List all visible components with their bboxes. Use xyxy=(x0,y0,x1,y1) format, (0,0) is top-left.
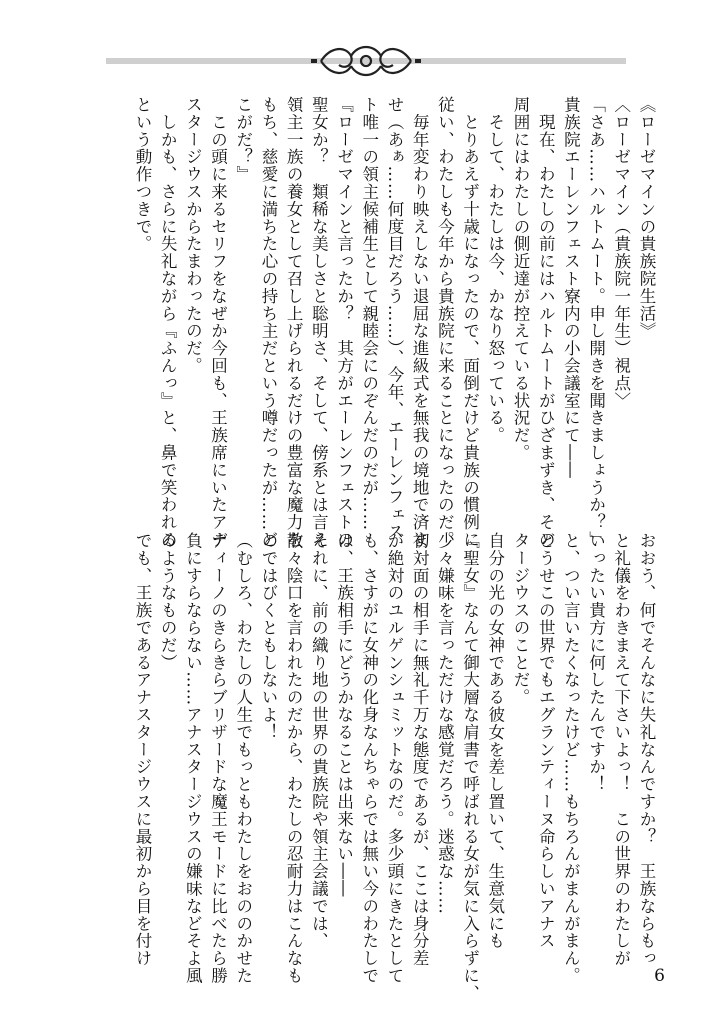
text-line: せ（あぁ……何度目だろう……）、今年、エーレンフェス xyxy=(384,96,404,541)
text-line: もち、慈愛に満ちた心の持ち主だという噂だったが……ど xyxy=(258,96,278,549)
text-line: タージウスのことだ。 xyxy=(510,532,530,706)
text-line: 散々陰口を言われたのだから、わたしの忍耐力はこんなも xyxy=(284,532,304,985)
text-line: 現在、わたしの前にはハルトムートがひざまずき、その xyxy=(536,96,556,549)
text-line: とりあえず十歳になったので、面倒だけど貴族の慣例に xyxy=(460,96,480,549)
text-line: 貴族院エーレンフェスト寮内の小会議室にて―― xyxy=(561,96,581,479)
text-line: 『聖女』なんて御大層な肩書で呼ばれる女が気に入らずに、 xyxy=(460,532,480,1002)
text-line: この頭に来るセリフをなぜか今回も、王族席にいたアナ xyxy=(208,96,228,549)
text-line: ト唯一の領主候補生として親睦会にのぞんだのだが…… xyxy=(359,96,379,531)
text-line: 周囲にはわたしの側近達が控えている状況だ。 xyxy=(510,96,530,462)
text-line: のようなものだ） xyxy=(158,532,178,672)
text-line: 聖女か？ 類稀な美しさと聡明さ、そして、傍系とは言え xyxy=(309,96,329,549)
text-line: 領主一族の養女として召し上げられるだけの豊富な魔力を xyxy=(284,96,304,549)
text-line: おおう、何でそんなに失礼なんですか？ 王族ならもっ xyxy=(637,532,656,967)
text-line: スタージウスからたまわったのだ。 xyxy=(183,96,203,375)
text-line: いったい貴方に何したんですか！ xyxy=(586,532,606,793)
chapter-title: 《ローゼマインの貴族院生活》 xyxy=(637,96,656,340)
text-line: どうせこの世界でもエグランティーヌ命らしいアナス xyxy=(536,532,556,950)
text-line: こがだ？』 xyxy=(233,96,253,183)
text-line: ディーノのきらきらブリザードな魔王モードに比べたら勝 xyxy=(208,532,228,985)
text-line: 『ローゼマインと言ったか？ 其方がエーレンフェストの xyxy=(334,96,354,549)
text-line: しかも、さらに失礼ながら『ふんっ』と、鼻で笑われる xyxy=(158,96,178,549)
chapter-subtitle: 〈ローゼマイン（貴族院一年生）視点〉 xyxy=(611,96,631,410)
text-line: 毎年変わり映えしない退屈な進級式を無我の境地で済ま xyxy=(410,96,430,549)
text-line: 「さあ……ハルトムート。申し開きを聞きましょうか？」 xyxy=(586,96,606,549)
header-ornament xyxy=(106,38,626,82)
text-line: そして、わたしは今、かなり怒っている。 xyxy=(485,96,505,444)
text-line: 自分の光の女神である彼女を差し置いて、生意気にも xyxy=(485,532,505,950)
page-number: 6 xyxy=(654,966,665,986)
text-line: は、王族相手にどうかなることは出来ない―― xyxy=(334,532,354,898)
text-line: が絶対のユルゲンシュミットなのだ。多少頭にきたとして xyxy=(384,532,404,985)
text-line: 負にすらならない……アナスタージウスの嫌味などそよ風 xyxy=(183,532,203,985)
text-line: それに、前の織り地の世界の貴族院や領主会議では、 xyxy=(309,532,329,950)
text-line: も、さすがに女神の化身なんちゃらでは無い今のわたしで xyxy=(359,532,379,985)
text-line: でも、王族であるアナスタージウスに最初から目を付け xyxy=(132,532,152,967)
lower-text-block xyxy=(130,532,659,1002)
text-line: 従い、わたしも今年から貴族院に来ることになったのだ。 xyxy=(435,96,455,549)
text-line: のではびくともしないよ！ xyxy=(258,532,278,741)
upper-text-block xyxy=(130,96,659,549)
text-line: （むしろ、わたしの人生でもっともわたしをおののかせた xyxy=(233,532,253,985)
text-line: 初対面の相手に無礼千万な態度であるが、ここは身分差 xyxy=(410,532,430,967)
text-line: と礼儀をわきまえて下さいよっ！ この世界のわたしが xyxy=(611,532,631,967)
text-line: 少々嫌味を言っただけな感覚だろう。迷惑な…… xyxy=(435,532,455,915)
text-line: と、つい言いたくなったけど……もちろんがまんがまん。 xyxy=(561,532,581,985)
text-line: という動作つきで。 xyxy=(132,96,152,253)
